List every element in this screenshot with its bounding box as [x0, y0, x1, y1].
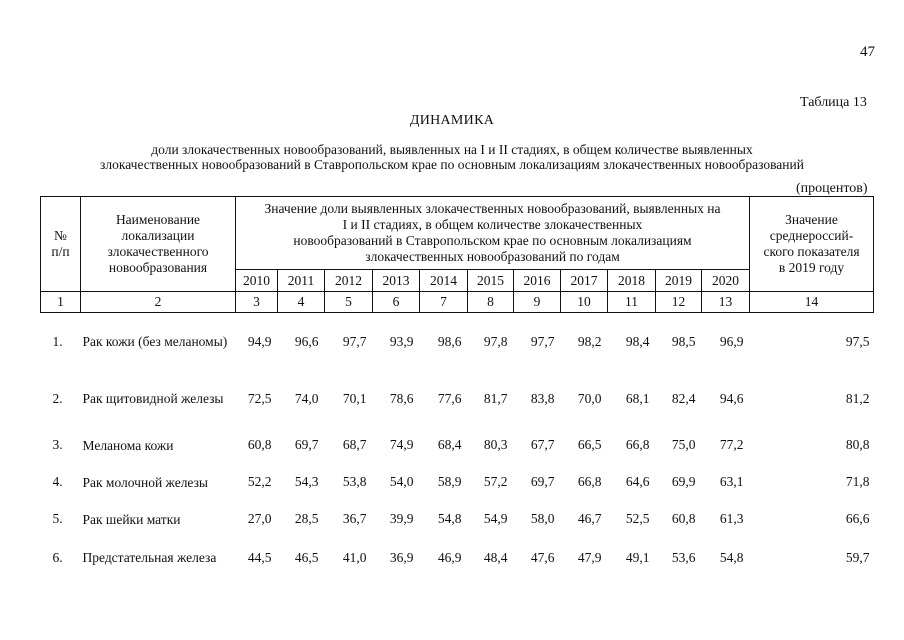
value-2013: 78,6 — [389, 390, 414, 406]
value-2016: 58,0 — [530, 511, 555, 526]
value-2015: 48,4 — [483, 549, 508, 565]
value-2018: 64,6 — [625, 474, 650, 489]
header-year-2012: 2012 — [325, 270, 373, 292]
russia-value: 81,2 — [845, 390, 870, 406]
table-row — [41, 371, 874, 427]
value-2011: 69,7 — [294, 437, 319, 452]
header-year-2010: 2010 — [236, 270, 278, 292]
value-2014: 46,9 — [437, 549, 462, 565]
value-2019: 98,5 — [671, 333, 696, 349]
value-2016: 69,7 — [530, 474, 555, 489]
column-number-5: 5 — [325, 292, 373, 313]
value-2011: 54,3 — [294, 474, 319, 489]
value-2017: 66,5 — [577, 437, 602, 452]
value-2010: 94,9 — [247, 333, 272, 349]
value-2017: 66,8 — [577, 474, 602, 489]
header-num: № п/п — [41, 197, 81, 292]
russia-value: 59,7 — [845, 549, 870, 565]
value-2020: 96,9 — [719, 333, 744, 349]
table-row — [41, 501, 874, 538]
value-2017: 47,9 — [577, 549, 602, 565]
value-2012: 97,7 — [342, 333, 367, 349]
value-2019: 82,4 — [671, 390, 696, 406]
value-2014: 77,6 — [437, 390, 462, 406]
column-number-6: 6 — [373, 292, 420, 313]
subtitle-line-2: злокачественных новообразований в Ставропольском крае по основным локализациям злокачественных новообразований — [100, 157, 804, 172]
subtitle-line-1: доли злокачественных новообразований, выявленных на I и II стадиях, в общем количестве выявленных — [151, 142, 753, 157]
value-2019: 69,9 — [671, 474, 696, 489]
value-2016: 97,7 — [530, 333, 555, 349]
header-year-2018: 2018 — [608, 270, 656, 292]
data-table — [40, 196, 874, 578]
row-index: 4. — [52, 474, 63, 489]
page-number: 47 — [860, 44, 875, 60]
row-name: Рак кожи (без меланомы) — [82, 334, 228, 350]
table-row — [41, 538, 874, 578]
column-number-2: 2 — [81, 292, 236, 313]
column-number-8: 8 — [468, 292, 514, 313]
header-year-2011: 2011 — [278, 270, 325, 292]
column-numbers-row — [41, 292, 874, 313]
row-name: Рак шейки матки — [82, 511, 181, 527]
row-name: Рак щитовидной железы — [82, 391, 224, 406]
value-2010: 60,8 — [247, 437, 272, 452]
value-2015: 54,9 — [483, 511, 508, 526]
header-row-main — [41, 197, 874, 270]
header-year-2019: 2019 — [656, 270, 702, 292]
value-2015: 57,2 — [483, 474, 508, 489]
header-year-2013: 2013 — [373, 270, 420, 292]
row-index: 3. — [52, 437, 63, 452]
value-2018: 52,5 — [625, 511, 650, 526]
value-2018: 98,4 — [625, 333, 650, 349]
value-2011: 46,5 — [294, 549, 319, 565]
row-index: 5. — [52, 511, 63, 526]
value-2014: 54,8 — [437, 511, 462, 526]
value-2020: 61,3 — [719, 511, 744, 526]
value-2010: 52,2 — [247, 474, 272, 489]
value-2015: 97,8 — [483, 333, 508, 349]
value-2010: 72,5 — [247, 390, 272, 406]
column-number-3: 3 — [236, 292, 278, 313]
russia-value: 66,6 — [845, 511, 870, 526]
value-2014: 68,4 — [437, 437, 462, 452]
value-2012: 41,0 — [342, 549, 367, 565]
value-2019: 75,0 — [671, 437, 696, 452]
row-name: Предстательная железа — [82, 550, 217, 565]
value-2014: 58,9 — [437, 474, 462, 489]
table-row — [41, 427, 874, 464]
value-2012: 68,7 — [342, 437, 367, 452]
value-2019: 53,6 — [671, 549, 696, 565]
value-2020: 63,1 — [719, 474, 744, 489]
value-2018: 68,1 — [625, 390, 650, 406]
value-2010: 27,0 — [247, 511, 272, 526]
header-russia: Значение среднероссий- ского показателя в 2019 году — [750, 197, 874, 292]
value-2012: 36,7 — [342, 511, 367, 526]
value-2016: 67,7 — [530, 437, 555, 452]
column-number-12: 12 — [656, 292, 702, 313]
row-index: 6. — [52, 549, 63, 565]
value-2013: 39,9 — [389, 511, 414, 526]
value-2013: 74,9 — [389, 437, 414, 452]
column-number-13: 13 — [702, 292, 750, 313]
value-2020: 94,6 — [719, 390, 744, 406]
value-2018: 66,8 — [625, 437, 650, 452]
column-number-11: 11 — [608, 292, 656, 313]
value-2010: 44,5 — [247, 549, 272, 565]
value-2011: 28,5 — [294, 511, 319, 526]
value-2020: 77,2 — [719, 437, 744, 452]
column-number-1: 1 — [41, 292, 81, 313]
value-2015: 80,3 — [483, 437, 508, 452]
russia-value: 71,8 — [845, 474, 870, 489]
header-name: Наименование локализации злокачественного новообразования — [81, 197, 236, 292]
units-label: (процентов) — [796, 181, 868, 196]
value-2012: 53,8 — [342, 474, 367, 489]
table-label: Таблица 13 — [800, 95, 867, 110]
row-name: Рак молочной железы — [82, 474, 208, 490]
value-2017: 46,7 — [577, 511, 602, 526]
column-number-9: 9 — [514, 292, 561, 313]
header-year-2015: 2015 — [468, 270, 514, 292]
row-index: 1. — [52, 333, 63, 349]
value-2012: 70,1 — [342, 390, 367, 406]
value-2013: 36,9 — [389, 549, 414, 565]
table-row — [41, 313, 874, 371]
doc-subtitle — [0, 142, 904, 172]
russia-value: 97,5 — [845, 333, 870, 349]
header-year-2017: 2017 — [561, 270, 608, 292]
doc-title: ДИНАМИКА — [409, 113, 495, 128]
russia-value: 80,8 — [845, 437, 870, 452]
row-index: 2. — [52, 390, 63, 406]
value-2016: 47,6 — [530, 549, 555, 565]
header-year-2016: 2016 — [514, 270, 561, 292]
header-year-2020: 2020 — [702, 270, 750, 292]
header-year-2014: 2014 — [420, 270, 468, 292]
value-2015: 81,7 — [483, 390, 508, 406]
column-number-10: 10 — [561, 292, 608, 313]
value-2020: 54,8 — [719, 549, 744, 565]
value-2011: 96,6 — [294, 333, 319, 349]
value-2018: 49,1 — [625, 549, 650, 565]
column-number-4: 4 — [278, 292, 325, 313]
value-2017: 98,2 — [577, 333, 602, 349]
table-row — [41, 464, 874, 501]
row-name: Меланома кожи — [82, 437, 174, 453]
value-2016: 83,8 — [530, 390, 555, 406]
column-number-7: 7 — [420, 292, 468, 313]
value-2014: 98,6 — [437, 333, 462, 349]
header-values: Значение доли выявленных злокачественных новообразований, выявленных на I и II стадиях, в общем количестве злокачественных новообразований в Ставропольском крае по основным локализациям злокачественных новообразований по годам — [236, 197, 750, 270]
column-number-14: 14 — [750, 292, 874, 313]
value-2019: 60,8 — [671, 511, 696, 526]
value-2017: 70,0 — [577, 390, 602, 406]
value-2011: 74,0 — [294, 390, 319, 406]
value-2013: 93,9 — [389, 333, 414, 349]
value-2013: 54,0 — [389, 474, 414, 489]
